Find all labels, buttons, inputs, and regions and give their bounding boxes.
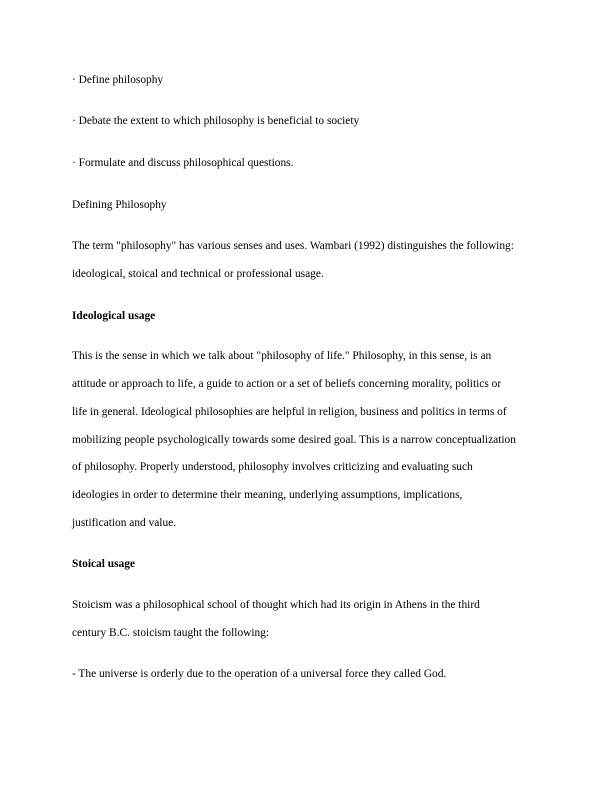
paragraph-line: Stoicism was a philosophical school of thought which had its origin in Athens in the third xyxy=(72,599,480,611)
paragraph-line: century B.C. stoicism taught the following: xyxy=(72,627,270,639)
paragraph-line: ideologies in order to determine their meaning, underlying assumptions, implications, xyxy=(72,489,463,501)
paragraph-line: The term "philosophy" has various senses and uses. Wambari (1992) distinguishes the following: xyxy=(72,240,514,252)
objective-item: · Define philosophy xyxy=(72,74,164,86)
paragraph-line: of philosophy. Properly understood, philosophy involves criticizing and evaluating such xyxy=(72,461,473,473)
paragraph-line: ideological, stoical and technical or professional usage. xyxy=(72,268,324,280)
objective-item: · Formulate and discuss philosophical questions. xyxy=(72,157,294,169)
stoical-heading: Stoical usage xyxy=(72,558,135,570)
paragraph-line: life in general. Ideological philosophies are helpful in religion, business and politics in terms of xyxy=(72,406,507,418)
paragraph-line: This is the sense in which we talk about "philosophy of life." Philosophy, in this sense, is an xyxy=(72,350,492,362)
stoical-point: - The universe is orderly due to the operation of a universal force they called God. xyxy=(72,668,447,680)
ideological-heading: Ideological usage xyxy=(72,310,156,322)
paragraph-line: attitude or approach to life, a guide to action or a set of beliefs concerning morality, politics or xyxy=(72,378,502,390)
paragraph-line: mobilizing people psychologically towards some desired goal. This is a narrow conceptualization xyxy=(72,434,516,446)
paragraph-line: justification and value. xyxy=(72,517,177,529)
section-title: Defining Philosophy xyxy=(72,199,167,211)
objective-item: · Debate the extent to which philosophy is beneficial to society xyxy=(72,115,360,127)
